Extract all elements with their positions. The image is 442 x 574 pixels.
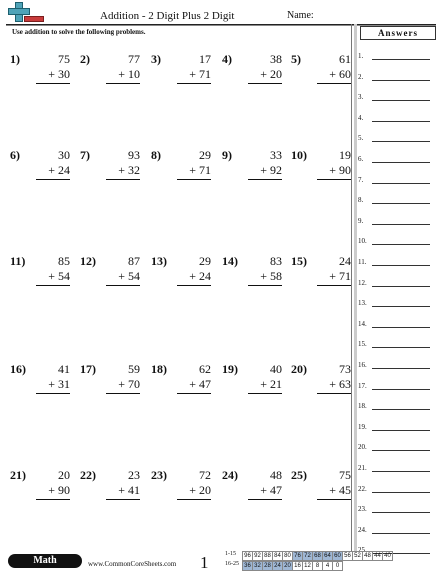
problem-number: 19) [222,362,238,376]
problem-25 [291,468,351,508]
answer-label: 12. [358,278,367,287]
problem-5 [291,52,351,92]
answer-label: 9. [358,216,364,225]
answer-divider-shadow [354,24,357,551]
addend-top: 59 [128,362,140,376]
addend-top: 73 [339,362,351,376]
addend-bottom-value: 24 [58,163,70,177]
addend-bottom-value: 41 [128,483,140,497]
addend-top: 61 [339,52,351,66]
answer-slot-14[interactable] [358,320,434,332]
addend-bottom-value: 92 [270,163,282,177]
answer-label: 4. [358,113,364,122]
sum-line [36,393,70,394]
problem-number: 6) [10,148,20,162]
answer-line[interactable] [372,306,430,307]
answer-label: 13. [358,299,367,308]
addend-bottom-value: 71 [199,67,211,81]
answer-line[interactable] [372,409,430,410]
addend-bottom [118,163,140,178]
addend-top: 41 [58,362,70,376]
problem-22 [80,468,140,508]
plus-operator: + [189,483,196,497]
plus-operator: + [189,377,196,391]
answer-label: 21. [358,464,367,472]
answer-line[interactable] [372,100,430,101]
sum-line [106,83,140,84]
answer-slot-22[interactable] [358,485,434,497]
sum-line [177,499,211,500]
answer-label: 1. [358,52,364,60]
answer-line[interactable] [372,327,430,328]
answer-label: 6. [358,155,364,163]
addend-bottom-value: 10 [128,67,140,81]
problem-number: 24) [222,468,238,482]
score-cell: 12 [304,563,311,569]
plus-operator: + [260,483,267,497]
score-cell: 40 [384,553,391,559]
answer-slot-21[interactable] [358,464,434,476]
answers-heading: Answers [360,26,436,40]
problem-number: 5) [291,52,301,66]
addend-bottom [118,377,140,392]
answer-label: 23. [358,505,367,514]
score-cell: 96 [244,553,251,559]
problem-10 [291,148,351,188]
problem-number: 7) [80,148,90,162]
answer-line[interactable] [372,389,430,390]
answer-label: 25. [358,546,367,555]
addend-bottom-value: 45 [339,483,351,497]
sum-line [177,179,211,180]
problem-21 [10,468,70,508]
addend-bottom [189,67,211,82]
addend-top: 75 [58,52,70,66]
addend-bottom [48,483,70,498]
instructions: Use addition to solve the following problems. [12,28,146,36]
plus-operator: + [329,483,336,497]
score-cell: 20 [284,563,291,569]
addend-bottom-value: 21 [270,377,282,391]
plus-minus-logo-icon [6,2,42,22]
plus-operator: + [329,163,336,177]
plus-operator: + [260,377,267,391]
addend-bottom-value: 30 [58,67,70,81]
problem-number: 21) [10,468,26,482]
score-cell: 32 [254,563,261,569]
score-cell: 28 [264,563,271,569]
sum-line [36,83,70,84]
answer-label: 16. [358,361,367,369]
problem-number: 12) [80,254,96,268]
answer-slot-20[interactable] [358,443,434,455]
sum-line [177,393,211,394]
answer-line[interactable] [372,183,430,184]
answer-slot-19[interactable] [358,423,434,435]
answer-divider [351,24,352,551]
score-cell: 36 [244,563,251,569]
answer-slot-18[interactable] [358,402,434,414]
addend-top: 85 [58,254,70,268]
sum-line [36,285,70,286]
addend-top: 75 [339,468,351,482]
addend-bottom [189,163,211,178]
problem-number: 3) [151,52,161,66]
sum-line [317,499,351,500]
score-cell: 68 [314,553,321,559]
addend-bottom-value: 24 [199,269,211,283]
score-cell: 92 [254,553,261,559]
problem-number: 17) [80,362,96,376]
addend-bottom [260,67,282,82]
answer-label: 8. [358,196,364,205]
addend-bottom [260,269,282,284]
score-cell: 16 [294,563,301,569]
answer-slot-4[interactable] [358,114,434,126]
addend-bottom-value: 47 [270,483,282,497]
addend-bottom [329,377,351,392]
answer-slot-23[interactable] [358,505,434,517]
problem-3 [151,52,211,92]
problem-23 [151,468,211,508]
addend-top: 77 [128,52,140,66]
answer-slot-15[interactable] [358,340,434,352]
score-cell: 60 [334,553,341,559]
addend-bottom [329,163,351,178]
answer-slot-12[interactable] [358,279,434,291]
problem-number: 23) [151,468,167,482]
plus-operator: + [48,163,55,177]
answer-line[interactable] [372,80,430,81]
answer-label: 24. [358,525,367,534]
worksheet-title: Addition - 2 Digit Plus 2 Digit [100,10,235,22]
addend-bottom-value: 54 [58,269,70,283]
score-cell: 64 [324,553,331,559]
addend-bottom-value: 63 [339,377,351,391]
addend-top: 38 [270,52,282,66]
answer-label: 22. [358,484,367,493]
answer-line[interactable] [372,450,430,451]
sum-line [248,285,282,286]
problem-14 [222,254,282,294]
addend-top: 23 [128,468,140,482]
addend-bottom [48,67,70,82]
problem-number: 20) [291,362,307,376]
answer-slot-5[interactable] [358,134,434,146]
problem-20 [291,362,351,402]
problem-number: 25) [291,468,307,482]
plus-operator: + [118,67,125,81]
answer-line[interactable] [372,471,430,472]
plus-operator: + [329,377,336,391]
problem-24 [222,468,282,508]
problem-11 [10,254,70,294]
answer-slot-2[interactable] [358,73,434,85]
addend-bottom-value: 58 [270,269,282,283]
answer-line[interactable] [372,141,430,142]
answer-line[interactable] [372,533,430,534]
sum-line [317,179,351,180]
addend-bottom [48,377,70,392]
sum-line [106,393,140,394]
sum-line [36,179,70,180]
score-cell: 72 [304,553,311,559]
addend-bottom [48,269,70,284]
plus-operator: + [118,269,125,283]
problem-19 [222,362,282,402]
answer-label: 5. [358,134,364,143]
score-cell: 52 [354,553,361,559]
answer-label: 2. [358,72,364,81]
name-label: Name: [287,10,314,21]
addend-top: 48 [270,468,282,482]
addend-top: 87 [128,254,140,268]
addend-top: 72 [199,468,211,482]
problem-number: 8) [151,148,161,162]
plus-operator: + [118,163,125,177]
answer-label: 11. [358,258,367,266]
problem-2 [80,52,140,92]
problem-4 [222,52,282,92]
addend-top: 20 [58,468,70,482]
answer-slot-7[interactable] [358,176,434,188]
plus-operator: + [48,483,55,497]
answer-slot-13[interactable] [358,299,434,311]
answer-label: 15. [358,340,367,349]
problem-number: 18) [151,362,167,376]
score-cell: 48 [364,553,371,559]
addend-bottom [118,483,140,498]
answer-line[interactable] [372,512,430,513]
addend-bottom-value: 71 [199,163,211,177]
plus-operator: + [329,67,336,81]
plus-operator: + [189,269,196,283]
answer-slot-1[interactable] [358,52,434,64]
answer-line[interactable] [372,286,430,287]
answer-slot-24[interactable] [358,526,434,538]
answer-label: 14. [358,319,367,328]
score-cell: 24 [274,563,281,569]
answer-line[interactable] [372,224,430,225]
problem-1 [10,52,70,92]
addend-bottom-value: 70 [128,377,140,391]
answer-label: 7. [358,175,364,184]
answer-line[interactable] [372,121,430,122]
sum-line [248,393,282,394]
plus-operator: + [260,269,267,283]
plus-operator: + [189,163,196,177]
sum-line [106,285,140,286]
answer-label: 18. [358,402,367,411]
sum-line [317,285,351,286]
problem-number: 15) [291,254,307,268]
score-cell: 84 [274,553,281,559]
addend-bottom-value: 71 [339,269,351,283]
problem-number: 16) [10,362,26,376]
answer-slot-9[interactable] [358,217,434,229]
sum-line [106,179,140,180]
addend-bottom [329,269,351,284]
answer-line[interactable] [372,203,430,204]
score-cell: 0 [333,562,343,571]
plus-operator: + [118,377,125,391]
problem-number: 1) [10,52,20,66]
answer-slot-11[interactable] [358,258,434,270]
addend-bottom-value: 47 [199,377,211,391]
addend-bottom [189,483,211,498]
sum-line [317,83,351,84]
answer-label: 17. [358,381,367,390]
addend-top: 93 [128,148,140,162]
answer-line[interactable] [372,347,430,348]
answer-slot-17[interactable] [358,382,434,394]
plus-operator: + [48,269,55,283]
addend-bottom-value: 20 [199,483,211,497]
addend-bottom [260,163,282,178]
problem-12 [80,254,140,294]
problem-number: 9) [222,148,232,162]
problem-number: 10) [291,148,307,162]
addend-bottom [329,67,351,82]
addend-top: 24 [339,254,351,268]
problem-18 [151,362,211,402]
addend-bottom [48,163,70,178]
problem-13 [151,254,211,294]
sum-line [177,285,211,286]
addend-bottom [189,377,211,392]
score-row [242,551,393,561]
addend-bottom [260,377,282,392]
addend-top: 29 [199,254,211,268]
problem-number: 13) [151,254,167,268]
answer-line[interactable] [372,492,430,493]
plus-operator: + [48,67,55,81]
sum-line [248,83,282,84]
addend-bottom [118,269,140,284]
answer-slot-10[interactable] [358,237,434,249]
addend-bottom [260,483,282,498]
addend-bottom-value: 20 [270,67,282,81]
plus-operator: + [260,163,267,177]
problem-number: 14) [222,254,238,268]
problem-17 [80,362,140,402]
score-cell: 56 [344,553,351,559]
answer-label: 3. [358,93,364,102]
plus-operator: + [329,269,336,283]
plus-operator: + [118,483,125,497]
addend-bottom-value: 60 [339,67,351,81]
sum-line [248,499,282,500]
plus-operator: + [48,377,55,391]
site-url: www.CommonCoreSheets.com [88,560,177,568]
addend-bottom-value: 90 [339,163,351,177]
answer-slot-3[interactable] [358,93,434,105]
addend-bottom [329,483,351,498]
score-cell: 88 [264,553,271,559]
score-cell: 8 [313,562,323,571]
answer-label: 10. [358,237,367,246]
addend-top: 17 [199,52,211,66]
addend-top: 29 [199,148,211,162]
problem-number: 4) [222,52,232,66]
addend-top: 33 [270,148,282,162]
addend-top: 30 [58,148,70,162]
addend-bottom-value: 54 [128,269,140,283]
score-row-label: 1-15 [225,551,236,557]
answer-line[interactable] [372,265,430,266]
answer-slot-16[interactable] [358,361,434,373]
addend-top: 19 [339,148,351,162]
score-cell: 44 [374,553,381,559]
plus-operator: + [189,67,196,81]
problem-8 [151,148,211,188]
score-cell: 76 [294,553,301,559]
answer-line[interactable] [372,244,430,245]
sum-line [106,499,140,500]
score-row [242,561,343,571]
score-row-label: 16-25 [225,561,239,567]
answer-line[interactable] [372,59,430,60]
sum-line [177,83,211,84]
answer-line[interactable] [372,430,430,431]
problem-number: 22) [80,468,96,482]
problem-6 [10,148,70,188]
plus-operator: + [260,67,267,81]
problem-16 [10,362,70,402]
sum-line [317,393,351,394]
answer-slot-6[interactable] [358,155,434,167]
sum-line [248,179,282,180]
score-cell: 4 [323,562,333,571]
addend-bottom [189,269,211,284]
addend-bottom-value: 31 [58,377,70,391]
addend-bottom-value: 90 [58,483,70,497]
addend-bottom [118,67,140,82]
subject-badge: Math [8,554,82,568]
answer-line[interactable] [372,368,430,369]
addend-top: 62 [199,362,211,376]
addend-bottom-value: 32 [128,163,140,177]
problem-9 [222,148,282,188]
problem-15 [291,254,351,294]
problem-7 [80,148,140,188]
answer-label: 19. [358,422,367,431]
problem-number: 2) [80,52,90,66]
score-cell: 80 [284,553,291,559]
answer-label: 20. [358,443,367,452]
problem-number: 11) [10,254,26,268]
answer-slot-8[interactable] [358,196,434,208]
answer-line[interactable] [372,162,430,163]
addend-top: 83 [270,254,282,268]
addend-top: 40 [270,362,282,376]
sum-line [36,499,70,500]
page-number: 1 [200,553,209,572]
